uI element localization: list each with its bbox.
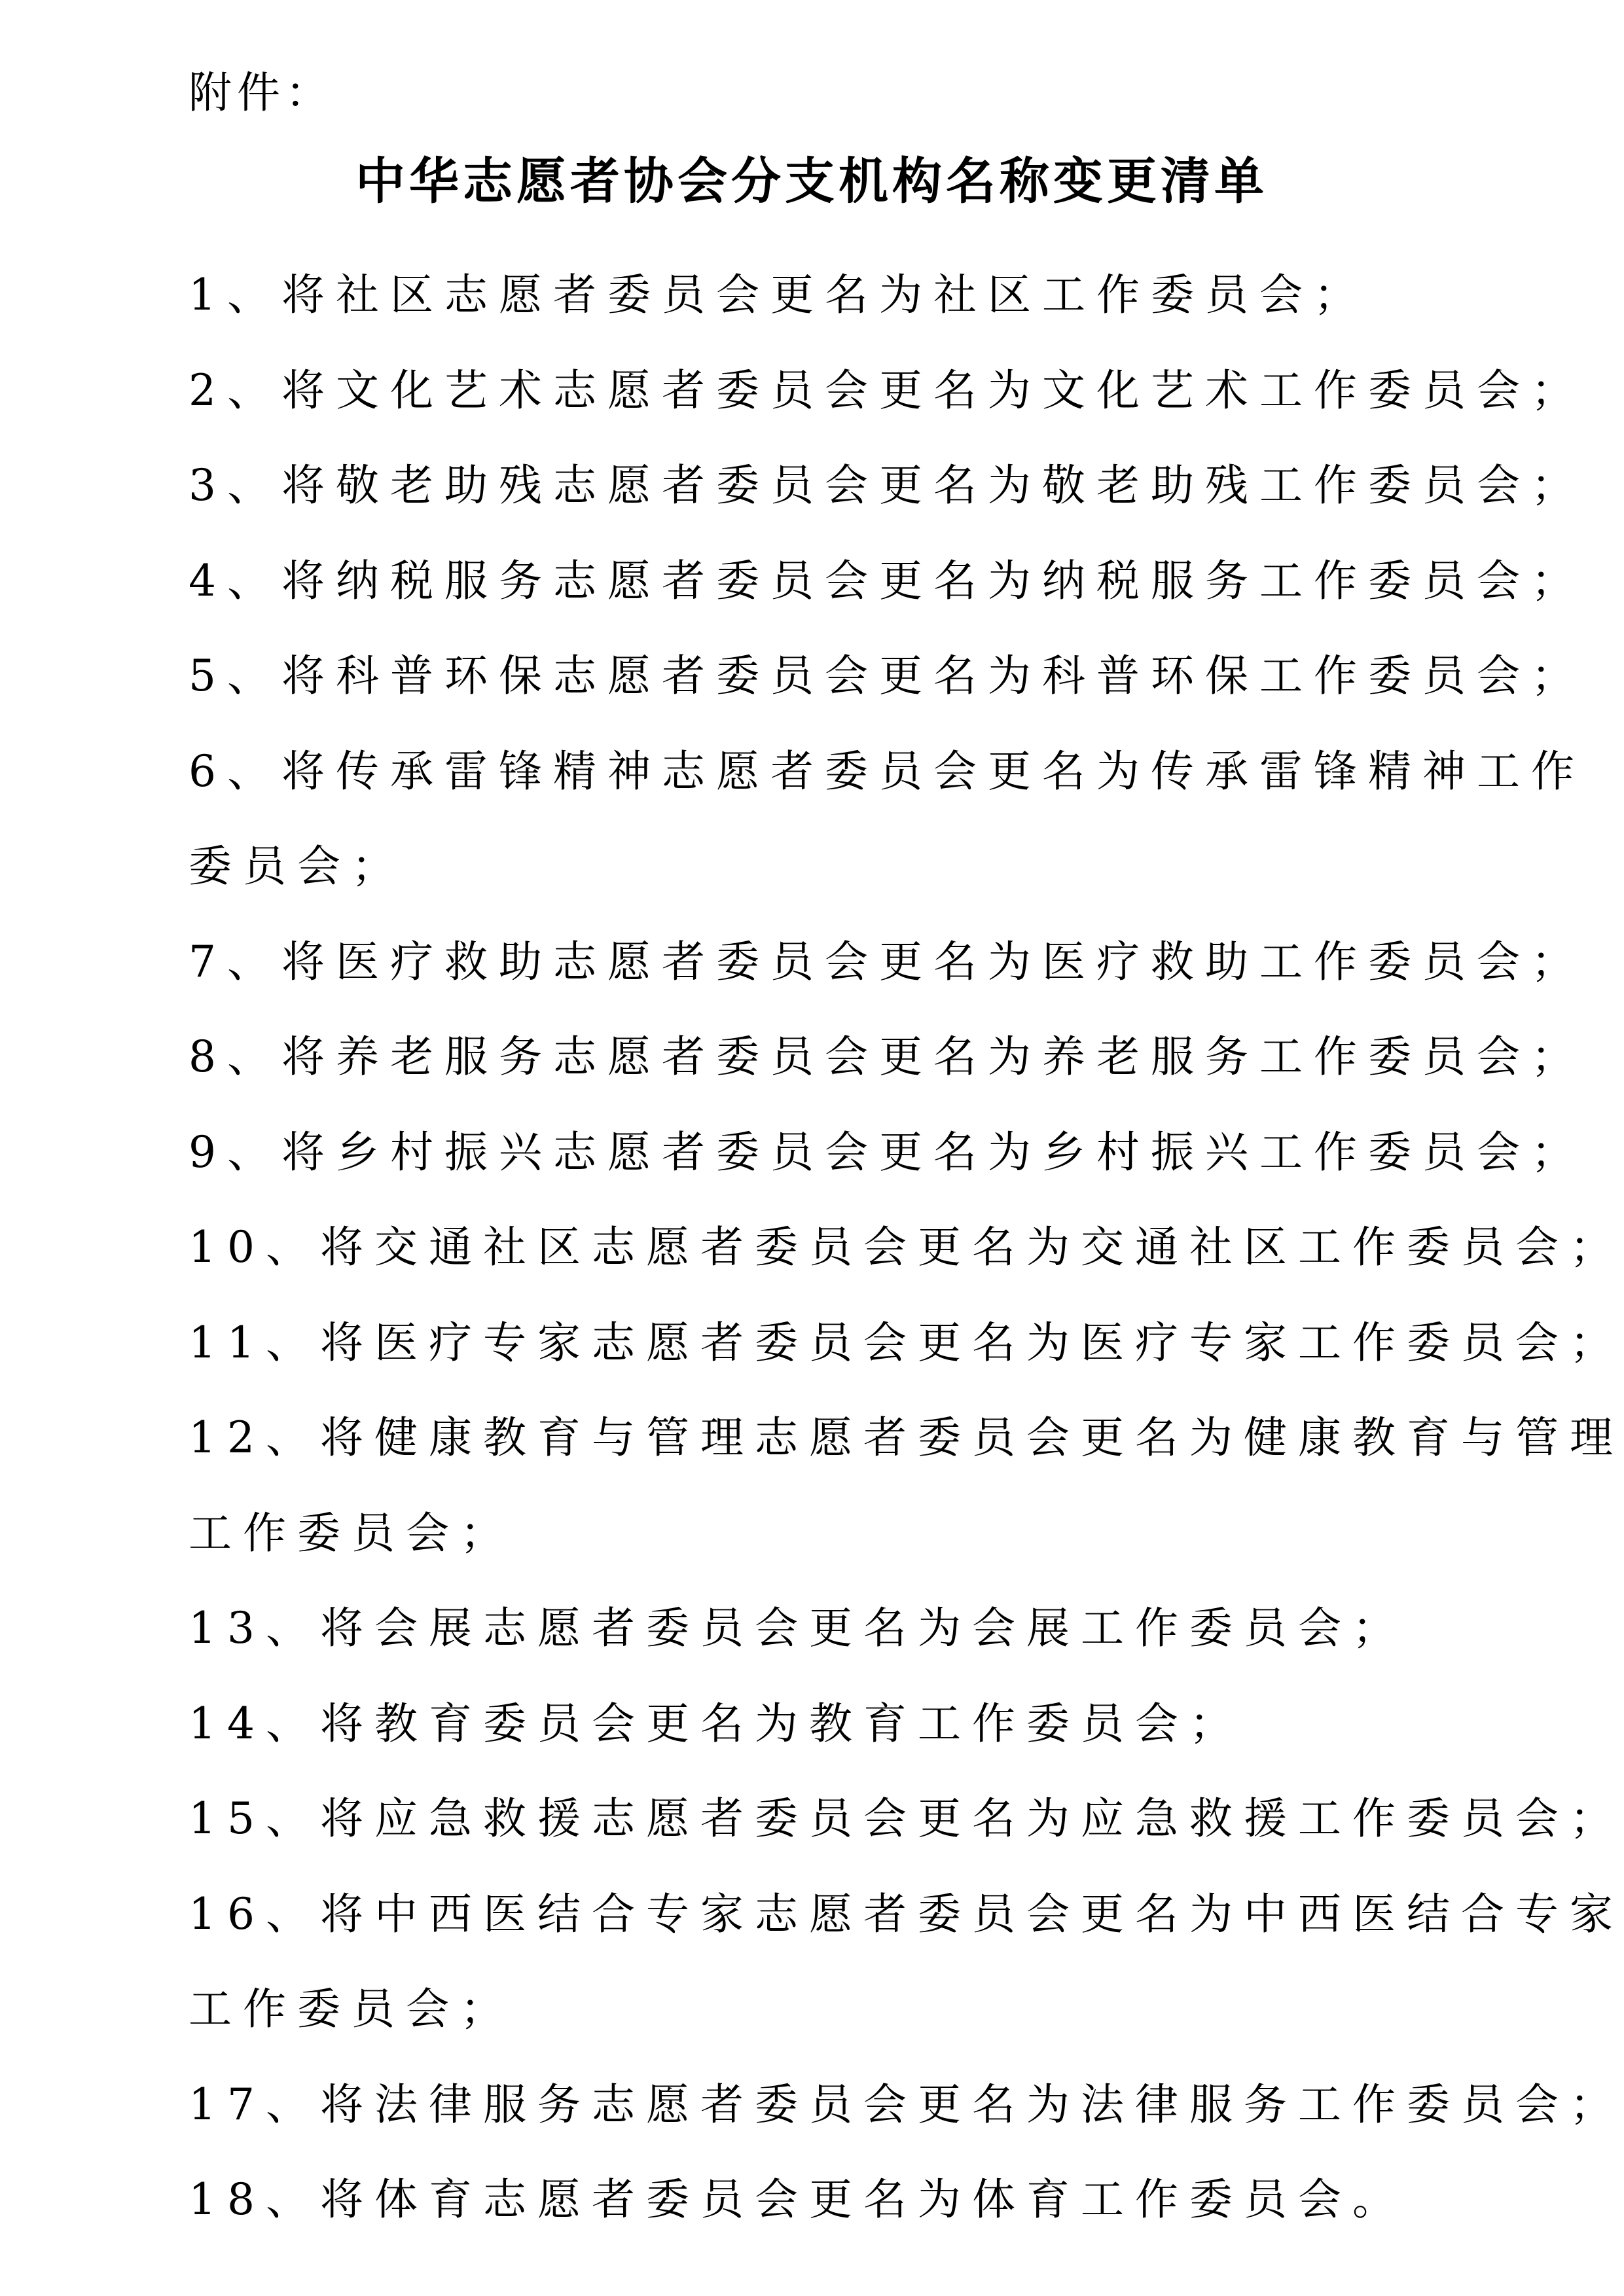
list-line: 17、将法律服务志愿者委员会更名为法律服务工作委员会；: [189, 2079, 1624, 2130]
list-line: 11、将医疗专家志愿者委员会更名为医疗专家工作委员会；: [189, 1317, 1624, 1368]
list-line: 10、将交通社区志愿者委员会更名为交通社区工作委员会；: [189, 1222, 1624, 1272]
list-line-continuation: 委员会；: [189, 841, 406, 891]
list-line: 12、将健康教育与管理志愿者委员会更名为健康教育与管理: [189, 1412, 1624, 1463]
list-line: 18、将体育志愿者委员会更名为体育工作委员会。: [189, 2174, 1407, 2225]
list-line-continuation: 工作委员会；: [189, 1984, 514, 2034]
attachment-label: 附件：: [189, 67, 334, 118]
document-title: 中华志愿者协会分支机构名称变更清单: [355, 152, 1268, 210]
list-line: 13、将会展志愿者委员会更名为会展工作委员会；: [189, 1603, 1407, 1653]
list-line: 3、将敬老助残志愿者委员会更名为敬老助残工作委员会；: [189, 460, 1585, 511]
list-line-continuation: 工作委员会；: [189, 1507, 514, 1558]
list-line: 1、将社区志愿者委员会更名为社区工作委员会；: [189, 270, 1368, 320]
list-line: 9、将乡村振兴志愿者委员会更名为乡村振兴工作委员会；: [189, 1126, 1585, 1177]
list-line: 14、将教育委员会更名为教育工作委员会；: [189, 1698, 1244, 1749]
list-line: 4、将纳税服务志愿者委员会更名为纳税服务工作委员会；: [189, 555, 1585, 606]
rename-list: [189, 247, 1624, 2248]
list-line: 15、将应急救援志愿者委员会更名为应急救援工作委员会；: [189, 1793, 1624, 1844]
list-line: 2、将文化艺术志愿者委员会更名为文化艺术工作委员会；: [189, 365, 1585, 416]
list-line: 6、将传承雷锋精神志愿者委员会更名为传承雷锋精神工作: [189, 745, 1585, 797]
list-line: 5、将科普环保志愿者委员会更名为科普环保工作委员会；: [189, 651, 1585, 701]
list-line: 8、将养老服务志愿者委员会更名为养老服务工作委员会；: [189, 1031, 1585, 1082]
list-line: 16、将中西医结合专家志愿者委员会更名为中西医结合专家: [189, 1888, 1624, 1939]
list-line: 7、将医疗救助志愿者委员会更名为医疗救助工作委员会；: [189, 936, 1585, 987]
